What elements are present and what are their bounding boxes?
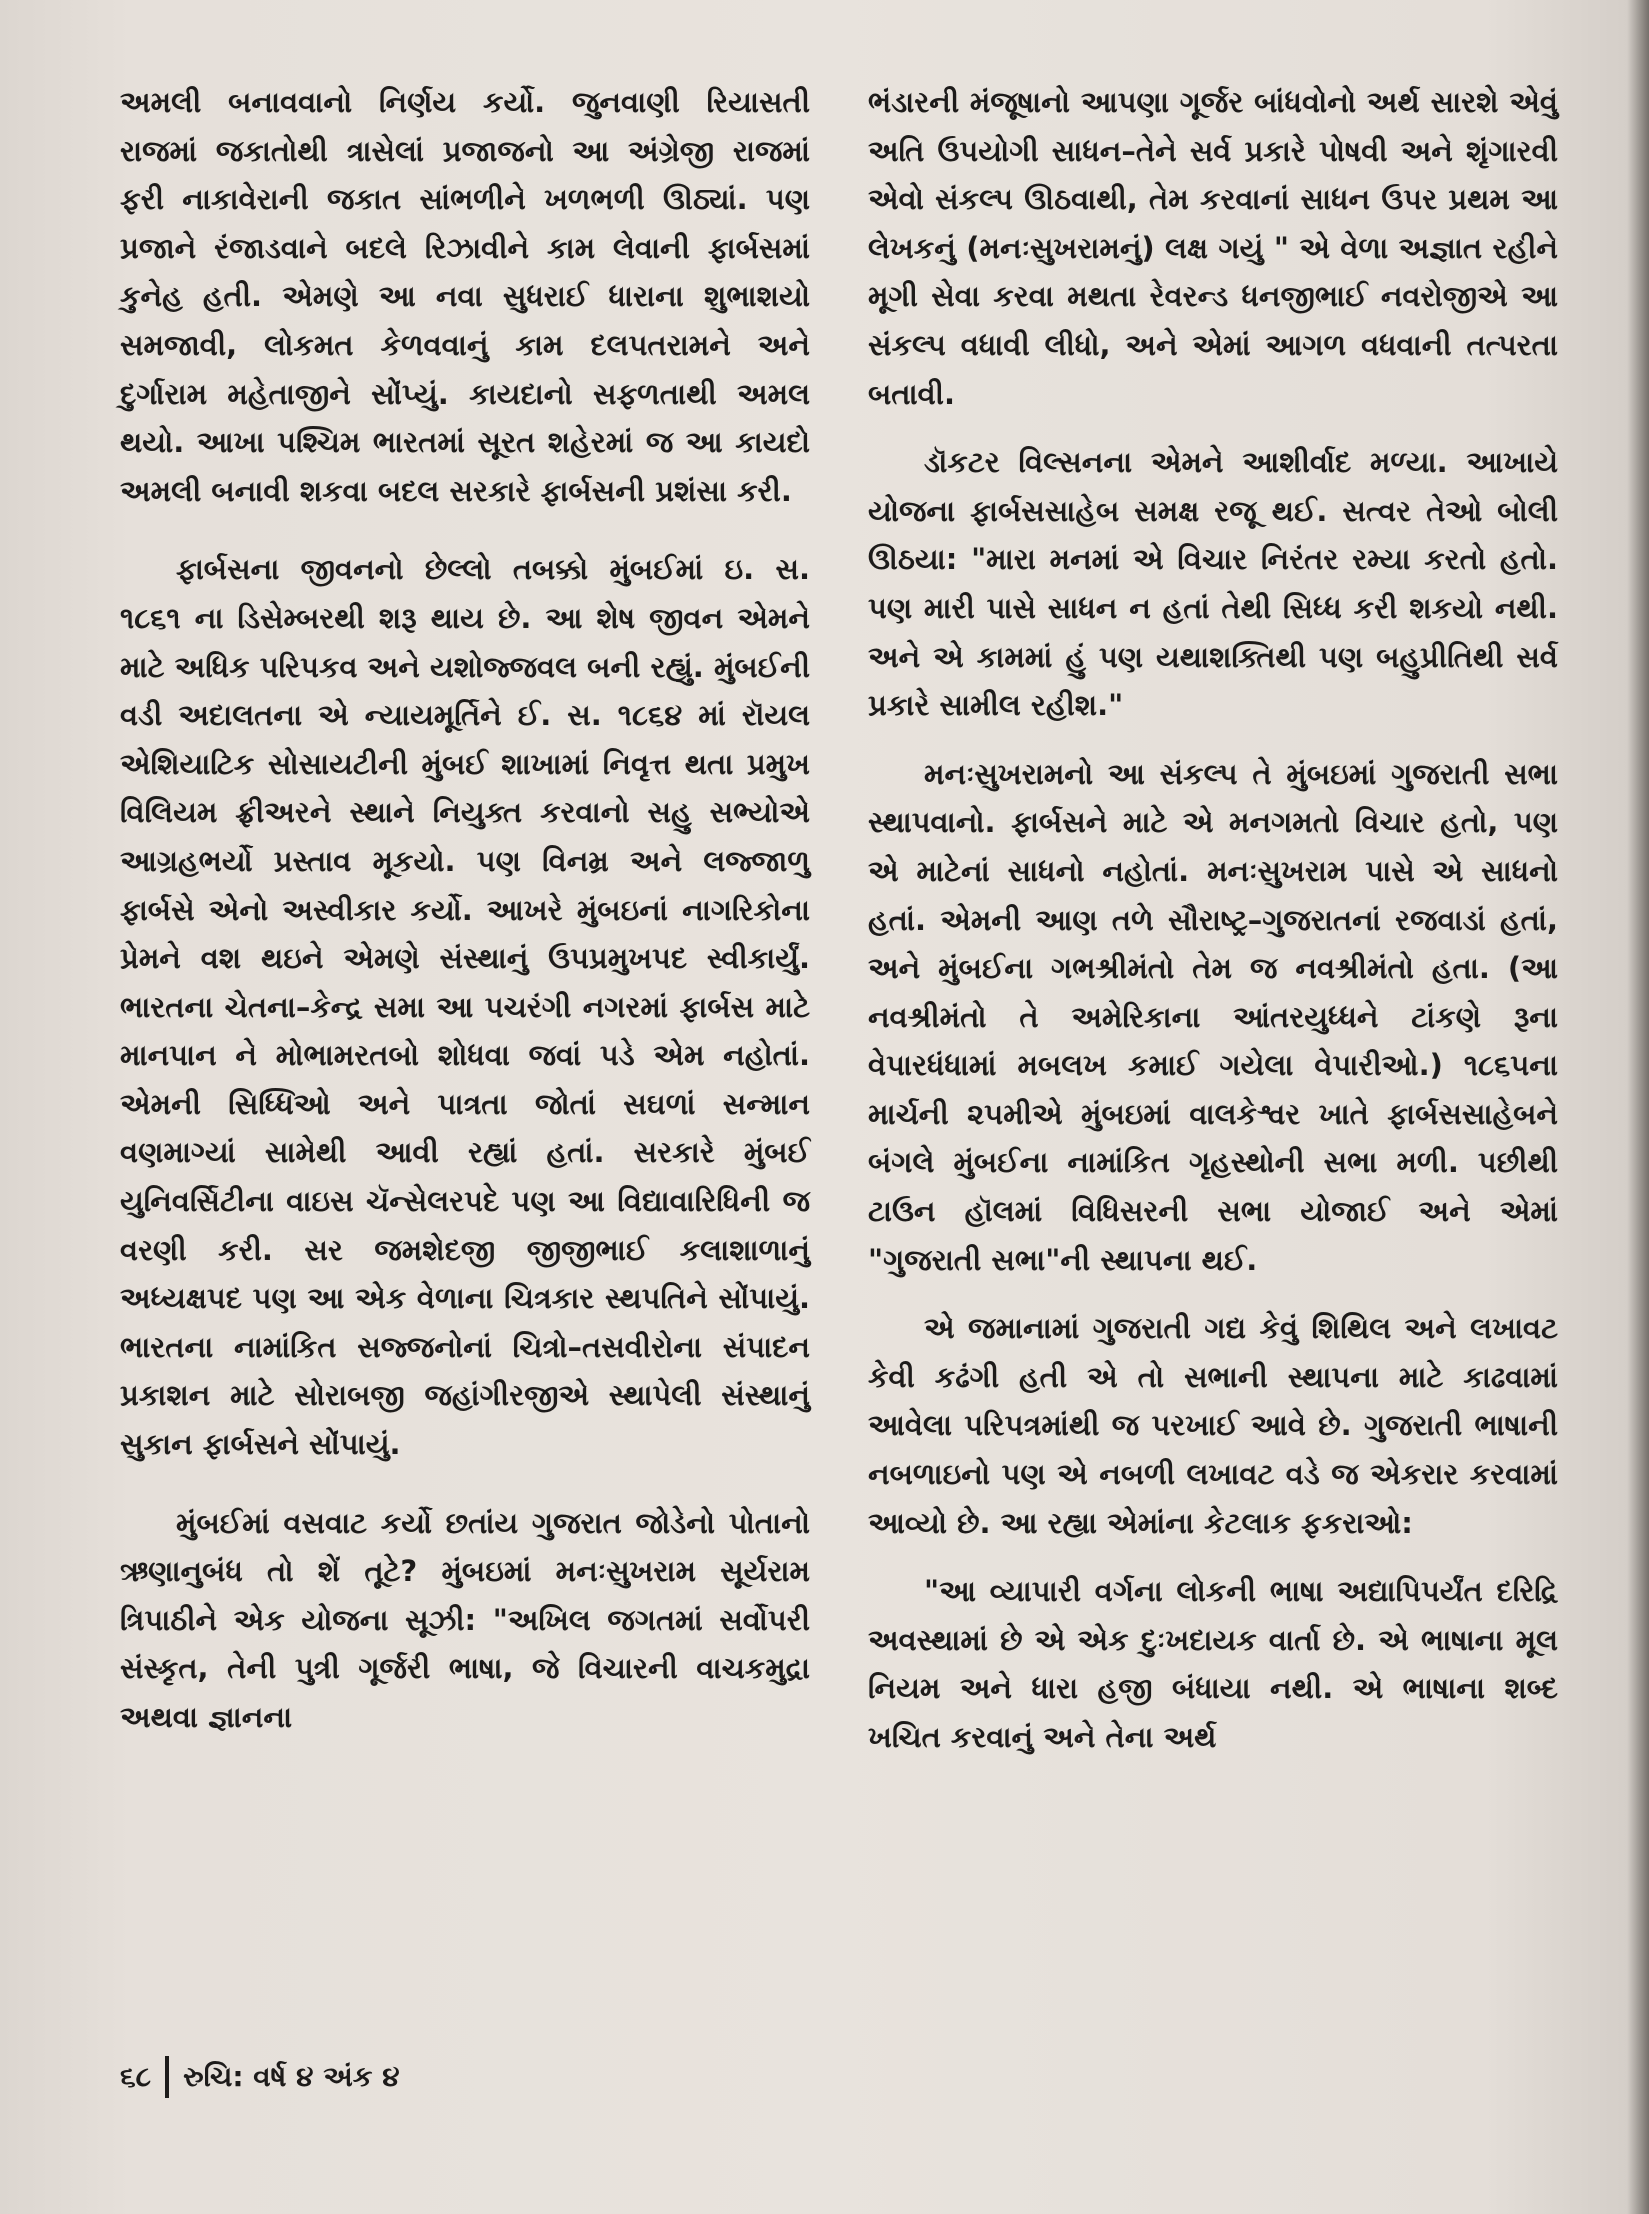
paragraph: મુંબઈમાં વસવાટ કર્યો છતાંય ગુજરાત જોડેનો પોતાનો ઋણાનુબંધ તો શેં તૂટે? મુંબઇમાં મનઃસુખરામ સૂર્યરામ ત્રિપાઠીને એક યોજના સૂઝી: "અખિલ જગતમાં સર્વોપરી સંસ્કૃત, તેની પુત્રી ગૂર્જરી ભાષા, જે વિચારની વાચકમુદ્રા અથવા જ્ઞાનના [120, 1505, 810, 1734]
paragraph: મનઃસુખરામનો આ સંકલ્પ તે મુંબઇમાં ગુજરાતી સભા સ્થાપવાનો. ફાર્બસને માટે એ મનગમતો વિચાર હતો, પણ એ માટેનાં સાધનો નહોતાં. મનઃસુખરામ પાસે એ સાધનો હતાં. એમની આણ તળે સૌરાષ્ટ્ર–ગુજરાતનાં રજવાડાં હતાં, અને મુંબઈના ગભશ્રીમંતો તેમ જ નવશ્રીમંતો હતા. (આ નવશ્રીમંતો તે અમેરિકાના આંતરયુધ્ધને ટાંકણે રૂના વેપારધંધામાં મબલખ કમાઈ ગયેલા વેપારીઓ.) ૧૮૬૫ના માર્ચની ૨૫મીએ મુંબઇમાં વાલકેશ્વર ખાતે ફાર્બસસાહેબને બંગલે મુંબઈના નામાંકિત ગૃહસ્થોની સભા મળી. પછીથી ટાઉન હૉલમાં વિધિસરની સભા યોજાઈ અને એમાં "ગુજરાતી સભા"ની સ્થાપના થઈ. [868, 756, 1558, 1277]
journal-reference: રુચિ: વર્ષ ૪ અંક ૪ [183, 2060, 400, 2093]
paragraph: અમલી બનાવવાનો નિર્ણય કર્યો. જુનવાણી રિયાસતી રાજમાં જકાતોથી ત્રાસેલાં પ્રજાજનો આ અંગ્રેજી રાજમાં ફરી નાકાવેરાની જકાત સાંભળીને ખળભળી ઊઠ્યાં. પણ પ્રજાને રંજાડવાને બદલે રિઝાવીને કામ લેવાની ફાર્બસમાં કુનેહ હતી. એમણે આ નવા સુધરાઈ ધારાના શુભાશયો સમજાવી, લોકમત કેળવવાનું કામ દલપતરામને અને દુર્ગારામ મહેતાજીને સોંપ્યું. કાયદાનો સફળતાથી અમલ થયો. આખા પશ્ચિમ ભારતમાં સૂરત શહેરમાં જ આ કાયદો અમલી બનાવી શકવા બદલ સરકારે ફાર્બસની પ્રશંસા કરી. [120, 85, 810, 508]
paragraph: "આ વ્યાપારી વર્ગના લોકની ભાષા અદ્યાપિપર્યંત દરિદ્રિ અવસ્થામાં છે એ એક દુઃખદાયક વાર્તા છે. એ ભાષાના મૂલ નિયમ અને ધારા હજી બંધાયા નથી. એ ભાષાના શબ્દ ખચિત કરવાનું અને તેના અર્થ [868, 1574, 1558, 1754]
page-footer [120, 2052, 400, 2102]
right-text-column [868, 78, 1558, 1762]
paragraph: એ જમાનામાં ગુજરાતી ગદ્ય કેવું શિથિલ અને લખાવટ કેવી કઢંગી હતી એ તો સભાની સ્થાપના માટે કાઢવામાં આવેલા પરિપત્રમાંથી જ પરખાઈ આવે છે. ગુજરાતી ભાષાની નબળાઇનો પણ એ નબળી લખાવટ વડે જ એકરાર કરવામાં આવ્યો છે. આ રહ્યા એમાંના કેટલાક ફકરાઓ: [868, 1311, 1558, 1540]
left-text-column [120, 78, 810, 1742]
paragraph: ડૉકટર વિલ્સનના એમને આશીર્વાદ મળ્યા. આખાયે યોજના ફાર્બસસાહેબ સમક્ષ રજૂ થઈ. સત્વર તેઓ બોલી ઊઠયા: "મારા મનમાં એ વિચાર નિરંતર રમ્યા કરતો હતો. પણ મારી પાસે સાધન ન હતાં તેથી સિધ્ધ કરી શકયો નથી. અને એ કામમાં હું પણ યથાશક્તિથી પણ બહુપ્રીતિથી સર્વ પ્રકારે સામીલ રહીશ." [868, 445, 1558, 723]
page-number: ૬૮ [120, 2060, 152, 2093]
footer-divider [165, 2056, 169, 2098]
paragraph: ભંડારની મંજૂષાનો આપણા ગૂર્જર બાંધવોનો અર્થ સારશે એવું અતિ ઉપયોગી સાધન–તેને સર્વ પ્રકારે પોષવી અને શૃંગારવી એવો સંકલ્પ ઊઠવાથી, તેમ કરવાનાં સાધન ઉપર પ્રથમ આ લેખકનું (મનઃસુખરામનું) લક્ષ ગયું " એ વેળા અજ્ઞાત રહીને મૂગી સેવા કરવા મથતા રેવરન્ડ ધનજીભાઈ નવરોજીએ આ સંકલ્પ વધાવી લીધો, અને એમાં આગળ વધવાની તત્પરતા બતાવી. [868, 85, 1558, 411]
paragraph: ફાર્બસના જીવનનો છેલ્લો તબક્કો મુંબઈમાં ઇ. સ. ૧૮૬૧ ના ડિસેમ્બરથી શરૂ થાય છે. આ શેષ જીવન એમને માટે અધિક પરિપકવ અને યશોજ્જવલ બની રહ્યું. મુંબઈની વડી અદાલતના એ ન્યાયમૂર્તિને ઈ. સ. ૧૮૬૪ માં રૉયલ એશિયાટિક સોસાયટીની મુંબઈ શાખામાં નિવૃત્ત થતા પ્રમુખ વિલિયમ ફ્રીઅરને સ્થાને નિયુક્ત કરવાનો સહુ સભ્યોએ આગ્રહભર્યો પ્રસ્તાવ મૂકયો. પણ વિનમ્ર અને લજ્જાળુ ફાર્બસે એનો અસ્વીકાર કર્યો. આખરે મુંબઇનાં નાગરિકોના પ્રેમને વશ થઇને એમણે સંસ્થાનું ઉપપ્રમુખપદ સ્વીકાર્યું. ભારતના ચેતના–કેન્દ્ર સમા આ પચરંગી નગરમાં ફાર્બસ માટે માનપાન ને મોભામરતબો શોધવા જવાં પડે એમ નહોતાં. એમની સિધ્ધિઓ અને પાત્રતા જોતાં સઘળાં સન્માન વણમાગ્યાં સામેથી આવી રહ્યાં હતાં. સરકારે મુંબઈ યુનિવર્સિટીના વાઇસ ચૅન્સેલરપદે પણ આ વિદ્યાવારિધિની જ વરણી કરી. સર જમશેદજી જીજીભાઈ કલાશાળાનું અધ્યક્ષપદ પણ આ એક વેળાના ચિત્રકાર સ્થપતિને સોંપાયું. ભારતના નામાંકિત સજ્જનોનાં ચિત્રો–તસવીરોના સંપાદન પ્રકાશન માટે સોરાબજી જહાંગીરજીએ સ્થાપેલી સંસ્થાનું સુકાન ફાર્બસને સોંપાયું. [120, 552, 810, 1462]
